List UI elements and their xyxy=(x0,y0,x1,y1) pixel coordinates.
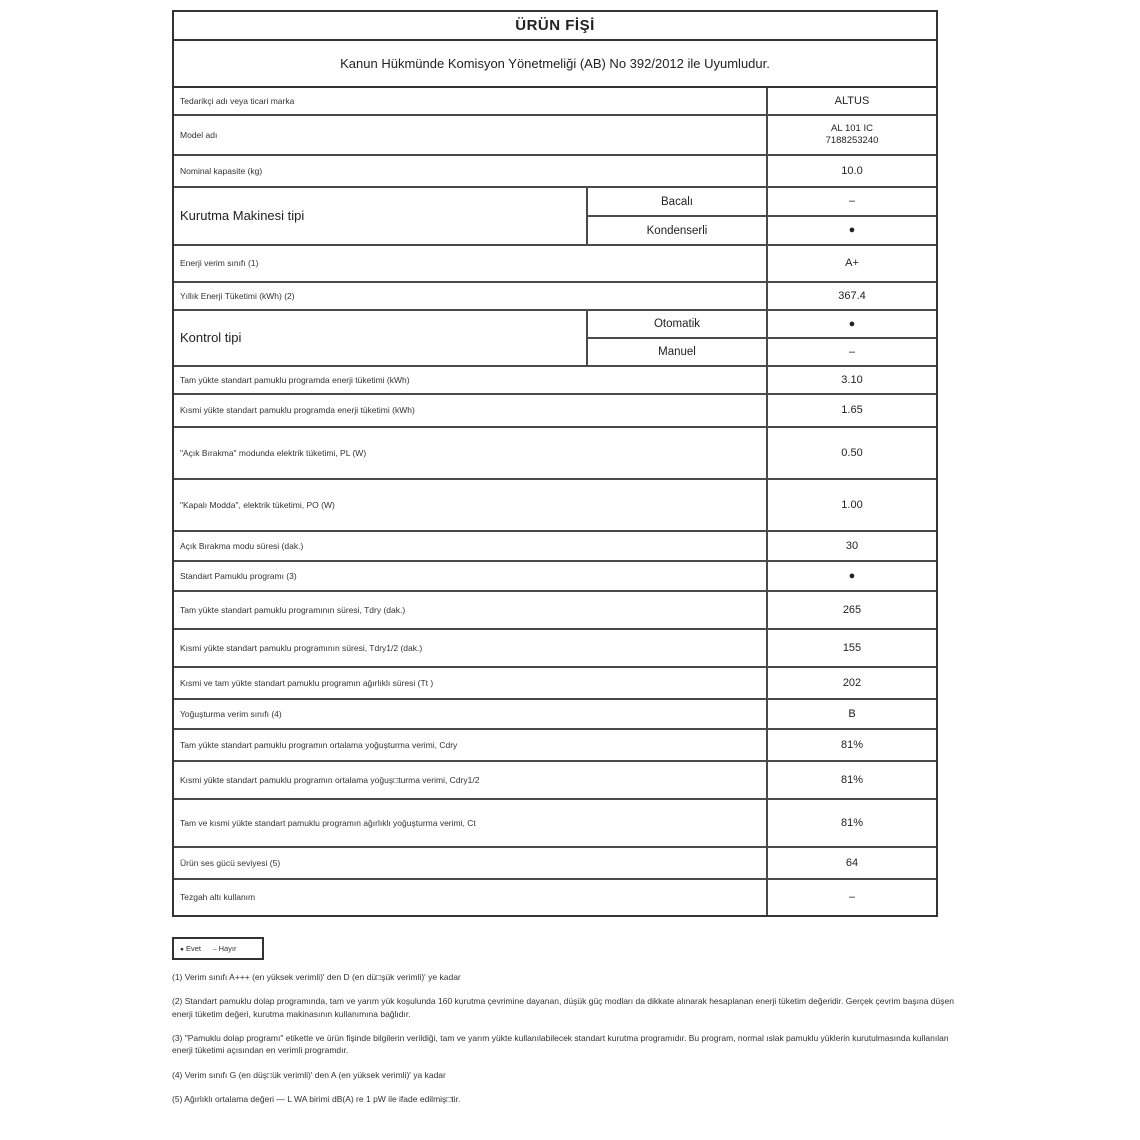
sub-row xyxy=(586,217,936,244)
table-row xyxy=(174,562,936,592)
row-label: Nominal kapasite (kg) xyxy=(180,165,263,176)
footnotes xyxy=(172,971,954,1105)
sub-label: Otomatik xyxy=(586,311,766,337)
table-row xyxy=(174,730,936,762)
row-value: B xyxy=(766,700,936,728)
sub-value: – xyxy=(766,339,936,365)
row-value: A+ xyxy=(766,246,936,281)
row-label: Standart Pamuklu programı (3) xyxy=(180,570,297,581)
sub-column xyxy=(586,311,936,365)
legend-yes-label: Evet xyxy=(185,944,201,953)
group-label: Kurutma Makinesi tipi xyxy=(180,207,305,223)
table-row xyxy=(174,480,936,532)
table-row xyxy=(174,630,936,668)
row-value: ● xyxy=(766,562,936,590)
row-value: 367.4 xyxy=(766,283,936,309)
sub-value: ● xyxy=(766,217,936,244)
table-row xyxy=(174,800,936,848)
row-label: Tam yükte standart pamuklu programda enerji tüketimi (kWh) xyxy=(180,374,410,385)
row-label: Yıllık Enerji Tüketimi (kWh) (2) xyxy=(180,290,295,301)
row-label: Model adı xyxy=(180,129,218,140)
table-row xyxy=(174,116,936,156)
footnote-1: (1) Verim sınıfı A+++ (en yüksek verimli)' den D (en dü□şük verimli)' ye kadar xyxy=(172,972,461,982)
row-label: Kısmi ve tam yükte standart pamuklu programın ağırlıklı süresi (Tt ) xyxy=(180,677,434,688)
row-value: 155 xyxy=(766,630,936,666)
product-fiche xyxy=(172,10,954,1117)
table-row xyxy=(174,428,936,480)
row-label: Enerji verim sınıfı (1) xyxy=(180,258,259,269)
row-value: 64 xyxy=(766,848,936,878)
sub-value: ● xyxy=(766,311,936,337)
row-label: "Açık Bırakma" modunda elektrik tüketimi, PL (W) xyxy=(180,447,367,458)
sub-row xyxy=(586,339,936,365)
table-row-group xyxy=(174,311,936,367)
row-value: 265 xyxy=(766,592,936,628)
row-label: Kısmi yükte standart pamuklu programda enerji tüketimi (kWh) xyxy=(180,405,415,416)
row-label: Yoğuşturma verim sınıfı (4) xyxy=(180,708,282,719)
legend-no xyxy=(213,944,237,953)
sub-row xyxy=(586,188,936,217)
row-label: Tezgah altı kullanım xyxy=(180,892,256,903)
sub-row xyxy=(586,311,936,339)
table-row xyxy=(174,592,936,630)
table-row xyxy=(174,762,936,800)
row-value: – xyxy=(766,880,936,915)
table-row-group xyxy=(174,188,936,246)
row-value: 81% xyxy=(766,800,936,846)
row-value: 3.10 xyxy=(766,367,936,393)
row-label: Kısmi yükte standart pamuklu programının süresi, Tdry1/2 (dak.) xyxy=(180,642,423,653)
row-value: 81% xyxy=(766,762,936,798)
legend-box xyxy=(172,937,264,960)
table-row xyxy=(174,283,936,311)
table-row xyxy=(174,367,936,395)
row-label: Ürün ses gücü seviyesi (5) xyxy=(180,857,281,868)
footnote-2: (2) Standart pamuklu dolap programında, tam ve yarım yük koşulunda 160 kurutma çevrimine dayanan, düşük güç modları da dikkate alınarak hesaplanan enerji tüketim değeridir. Gerçek çevrim başına düşen enerji tüketim değeri, kurutma makinasının kullanımına bağlıdır. xyxy=(172,996,954,1019)
table-row xyxy=(174,395,936,428)
footnote-5: (5) Ağırlıklı ortalama değeri — L WA birimi dB(A) re 1 pW ile ifade edilmiş□tir. xyxy=(172,1093,461,1104)
table-row xyxy=(174,156,936,188)
sub-value: – xyxy=(766,188,936,215)
compliance-subtitle: Kanun Hükmünde Komisyon Yönetmeliği (AB) No 392/2012 ile Uyumludur. xyxy=(172,41,938,88)
sub-column xyxy=(586,188,936,244)
no-dash-icon: – xyxy=(212,946,217,953)
row-value: 0.50 xyxy=(766,428,936,478)
table-row xyxy=(174,668,936,700)
row-value: 1.00 xyxy=(766,480,936,530)
row-label: Tam yükte standart pamuklu programının süresi, Tdry (dak.) xyxy=(180,604,406,615)
row-label: Açık Bırakma modu süresi (dak.) xyxy=(180,540,304,551)
group-label: Kontrol tipi xyxy=(180,329,242,345)
table-row xyxy=(174,880,936,915)
model-number: 7188253240 xyxy=(825,135,879,146)
row-value: ALTUS xyxy=(766,88,936,114)
row-label: Tam yükte standart pamuklu programın ortalama yoğuşturma verimi, Cdry xyxy=(180,739,458,750)
row-value: 30 xyxy=(766,532,936,560)
page-title: ÜRÜN FİŞİ xyxy=(172,10,938,41)
model-name: AL 101 IC xyxy=(831,122,873,134)
row-value: 1.65 xyxy=(766,395,936,426)
sub-label: Kondenserli xyxy=(586,217,766,244)
yes-dot-icon: ● xyxy=(180,946,184,953)
row-value: 10.0 xyxy=(766,156,936,186)
table-row xyxy=(174,88,936,116)
row-value: 202 xyxy=(766,668,936,698)
footnote-4: (4) Verim sınıfı G (en düş□ük verimli)' den A (en yüksek verimli)' ya kadar xyxy=(172,1069,446,1080)
row-value: 81% xyxy=(766,730,936,760)
sub-label: Manuel xyxy=(586,339,766,365)
legend-no-label: Hayır xyxy=(218,944,237,953)
legend-yes xyxy=(180,944,201,953)
row-label: Kısmi yükte standart pamuklu programın ortalama yoğuş□turma verimi, Cdry1/2 xyxy=(180,774,480,785)
table-row xyxy=(174,700,936,730)
row-label: "Kapalı Modda", elektrik tüketimi, PO (W) xyxy=(180,499,335,510)
row-label: Tam ve kısmi yükte standart pamuklu programın ağırlıklı yoğuşturma verimi, Ct xyxy=(180,817,476,828)
table-row xyxy=(174,532,936,562)
row-label: Tedarikçi adı veya ticari marka xyxy=(180,95,295,106)
footnote-3: (3) "Pamuklu dolap programı" etikette ve ürün fişinde bilgilerin verildiği, tam ve yarım yükte kullanılabilecek standart kurutma programıdır. Bu program, normal ıslak pamuklu yüklerin kurutulmasında kullanılan enerji tüketimi açısından en verimli programdır. xyxy=(172,1032,949,1056)
table-row xyxy=(174,246,936,283)
spec-table xyxy=(172,88,938,917)
row-value xyxy=(766,116,936,154)
sub-label: Bacalı xyxy=(586,188,766,215)
table-row xyxy=(174,848,936,880)
